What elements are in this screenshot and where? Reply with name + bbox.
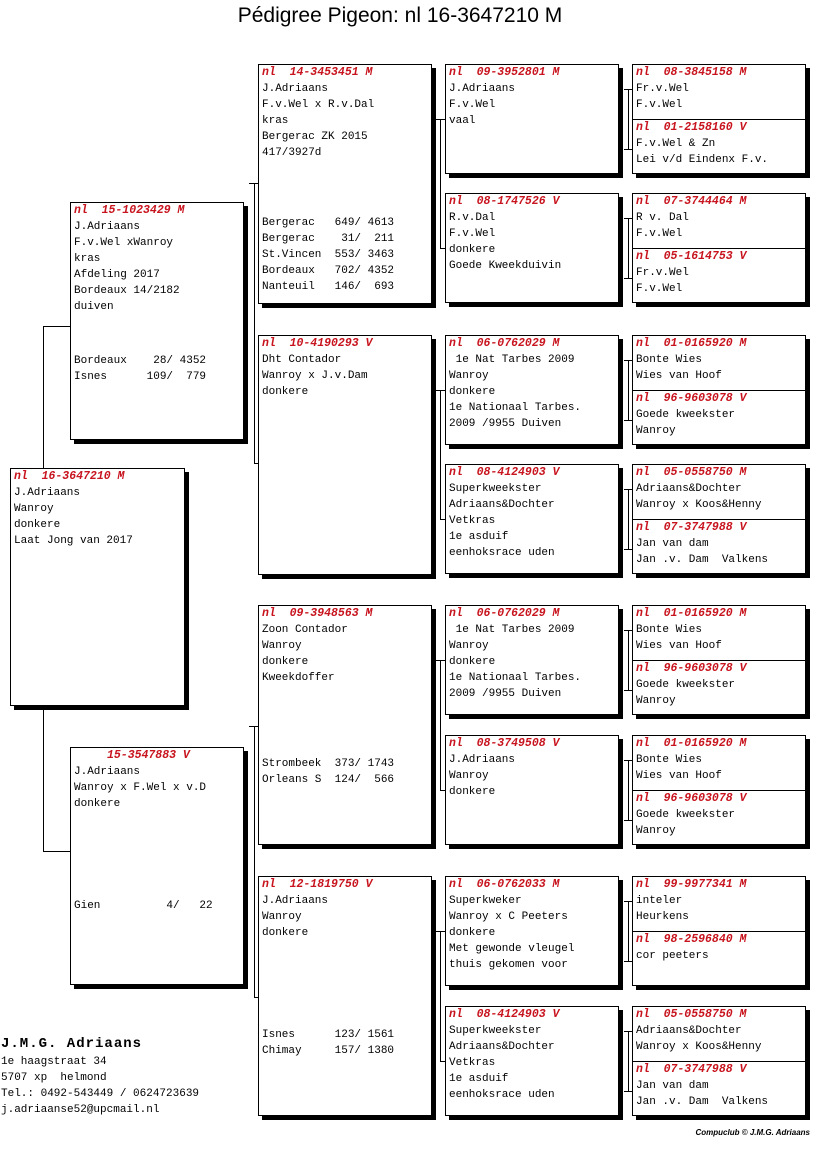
pigeon-info-line: Wanroy x C Peeters <box>449 911 568 923</box>
pigeon-info-line: thuis gekomen voor <box>449 959 568 971</box>
connector-line <box>43 851 70 852</box>
pigeon-info-line: kras <box>74 253 101 265</box>
connector-line <box>43 326 44 468</box>
race-result-line: Bergerac 31/ 211 <box>262 233 395 245</box>
ring-number: nl 08-4124903 V <box>449 466 560 479</box>
ring-number: nl 07-3747988 V <box>636 521 747 534</box>
pigeon-card-g2 <box>633 119 805 172</box>
pigeon-info-line: donkere <box>14 519 61 531</box>
connector-line <box>624 549 632 550</box>
race-result-line: Strombeek 373/ 1743 <box>262 758 395 770</box>
ring-number: nl 08-3845158 M <box>636 66 747 79</box>
pigeon-card-sire <box>70 202 244 440</box>
connector-line <box>624 420 632 421</box>
pigeon-info-line: Wies van Hoof <box>636 770 722 782</box>
connector-line <box>628 218 629 278</box>
pigeon-info-line: R.v.Dal <box>449 212 496 224</box>
connector-line <box>628 360 629 420</box>
connector-line <box>440 119 441 248</box>
pigeon-card-g15 <box>633 1007 805 1059</box>
pigeon-info-line: F.v.Wel xWanroy <box>74 237 174 249</box>
pigeon-info-line: Wanroy <box>14 503 54 515</box>
pigeon-info-line: Wies van Hoof <box>636 640 722 652</box>
ring-number: nl 06-0762029 M <box>449 337 560 350</box>
ring-number: nl 06-0762033 M <box>449 878 560 891</box>
pigeon-info-line: Met gewonde vleugel <box>449 943 575 955</box>
pigeon-info-line: Dht Contador <box>262 354 342 366</box>
pigeon-info-line: Bonte Wies <box>636 354 703 366</box>
pigeon-info-line: Goede Kweekduivin <box>449 260 562 272</box>
pigeon-info-line: Bonte Wies <box>636 624 703 636</box>
pigeon-info-line: J.Adriaans <box>14 487 81 499</box>
pigeon-info-line: cor peeters <box>636 950 709 962</box>
owner-block <box>1 1034 199 1118</box>
pigeon-info-line: donkere <box>74 798 121 810</box>
connector-line <box>628 489 629 549</box>
pigeon-card-g1 <box>633 65 805 117</box>
race-result-line: Orleans S 124/ 566 <box>262 774 395 786</box>
pigeon-info-line: J.Adriaans <box>262 895 329 907</box>
owner-address: 1e haagstraat 34 <box>1 1056 107 1068</box>
pigeon-card-dss <box>445 605 619 715</box>
pigeon-info-line: donkere <box>262 386 309 398</box>
pigeon-info-line: Adriaans&Dochter <box>636 1025 742 1037</box>
pigeon-info-line: Goede kweekster <box>636 679 736 691</box>
ring-number: nl 08-3749508 V <box>449 737 560 750</box>
pigeon-info-line: F.v.Wel <box>449 228 496 240</box>
pigeon-card-g6 <box>633 390 805 443</box>
pigeon-info-line: Vetkras <box>449 515 496 527</box>
ring-number: nl 01-0165920 M <box>636 337 747 350</box>
pigeon-card-g13 <box>633 877 805 929</box>
pigeon-info-line: donkere <box>449 927 496 939</box>
pigeon-pair-card <box>632 64 806 174</box>
connector-line <box>628 1031 629 1091</box>
connector-line <box>254 997 258 998</box>
pigeon-info-line: eenhoksrace uden <box>449 1089 555 1101</box>
race-result-line: Isnes 109/ 779 <box>74 371 207 383</box>
connector-line <box>249 726 258 727</box>
pigeon-info-line: 1e Nationaal Tarbes. <box>449 672 582 684</box>
pigeon-card-ds <box>258 605 432 845</box>
pigeon-card-sss <box>445 64 619 174</box>
pigeon-card-g4 <box>633 248 805 301</box>
pigeon-info-line: Adriaans&Dochter <box>636 483 742 495</box>
pigeon-card-g16 <box>633 1061 805 1114</box>
connector-line <box>436 931 445 932</box>
pigeon-info-line: Wanroy <box>262 640 302 652</box>
pigeon-card-g14 <box>633 931 805 984</box>
pigeon-info-line: J.Adriaans <box>262 83 329 95</box>
pigeon-card-ssd <box>445 193 619 303</box>
pigeon-info-line: Wanroy x Koos&Henny <box>636 1041 762 1053</box>
race-result-line: Bordeaux 702/ 4352 <box>262 265 395 277</box>
pigeon-card-g8 <box>633 519 805 572</box>
software-credit: Compuclub © J.M.G. Adriaans <box>695 1128 810 1137</box>
connector-line <box>440 390 441 519</box>
race-result-line: Nanteuil 146/ 693 <box>262 281 395 293</box>
pigeon-card-g12 <box>633 790 805 843</box>
connector-line <box>624 1091 632 1092</box>
pigeon-info-line: Wanroy x Koos&Henny <box>636 499 762 511</box>
pigeon-info-line: Bordeaux 14/2182 <box>74 285 180 297</box>
race-results <box>71 353 243 385</box>
ring-number: nl 05-1614753 V <box>636 250 747 263</box>
pigeon-info-line: Jan .v. Dam Valkens <box>636 554 769 566</box>
pigeon-info-line: Fr.v.Wel <box>636 83 689 95</box>
ring-number: nl 96-9603078 V <box>636 662 747 675</box>
race-results <box>259 215 431 295</box>
pigeon-card-ss <box>258 64 432 304</box>
pigeon-card-sdd <box>445 464 619 574</box>
pigeon-info-line: Wanroy <box>449 770 489 782</box>
ring-number: nl 07-3747988 V <box>636 1063 747 1076</box>
pigeon-info-line: Heurkens <box>636 911 689 923</box>
pigeon-info-line: Fr.v.Wel <box>636 267 689 279</box>
pigeon-info-line: Jan .v. Dam Valkens <box>636 1096 769 1108</box>
ring-number: nl 09-3952801 M <box>449 66 560 79</box>
race-results <box>259 1027 431 1059</box>
pigeon-info-line: 1e Nat Tarbes 2009 <box>449 354 575 366</box>
ring-number: nl 01-0165920 M <box>636 737 747 750</box>
ring-number: nl 98-2596840 M <box>636 933 747 946</box>
pigeon-card-g11 <box>633 736 805 788</box>
pigeon-info-line: Superkweker <box>449 895 522 907</box>
pigeon-pair-card <box>632 605 806 715</box>
pigeon-pair-card <box>632 876 806 986</box>
pigeon-info-line: Zoon Contador <box>262 624 348 636</box>
pigeon-info-line: F.v.Wel <box>636 99 683 111</box>
race-result-line: Bordeaux 28/ 4352 <box>74 355 207 367</box>
connector-line <box>440 790 445 791</box>
pigeon-info-line: Bonte Wies <box>636 754 703 766</box>
race-result-line: Gien 4/ 22 <box>74 900 213 912</box>
pigeon-info-line: Afdeling 2017 <box>74 269 160 281</box>
ring-number: nl 14-3453451 M <box>262 66 373 79</box>
ring-number: nl 16-3647210 M <box>14 470 125 483</box>
ring-number: nl 01-2158160 V <box>636 121 747 134</box>
page-title: Pédigree Pigeon: nl 16-3647210 M <box>237 4 563 27</box>
pigeon-pair-card <box>632 464 806 574</box>
pigeon-card-dsd <box>445 735 619 845</box>
connector-line <box>249 183 258 184</box>
pigeon-info-line: donkere <box>262 927 309 939</box>
race-result-line: St.Vincen 553/ 3463 <box>262 249 395 261</box>
pigeon-info-line: kras <box>262 115 289 127</box>
pigeon-info-line: J.Adriaans <box>74 221 141 233</box>
pigeon-info-line: Wanroy <box>636 825 676 837</box>
pigeon-card-sd <box>258 335 432 575</box>
pigeon-info-line: Adriaans&Dochter <box>449 499 555 511</box>
pigeon-info-line: Superkweekster <box>449 1025 542 1037</box>
owner-name: J.M.G. Adriaans <box>1 1036 143 1052</box>
connector-line <box>624 278 632 279</box>
pigeon-info-line: J.Adriaans <box>449 83 516 95</box>
pigeon-info-line: 1e Nat Tarbes 2009 <box>449 624 575 636</box>
pigeon-pair-card <box>632 193 806 303</box>
pigeon-info-line: eenhoksrace uden <box>449 547 555 559</box>
ring-number: nl 05-0558750 M <box>636 466 747 479</box>
ring-number: nl 96-9603078 V <box>636 792 747 805</box>
race-result-line: Bergerac 649/ 4613 <box>262 217 395 229</box>
pigeon-info-line: Wanroy x F.Wel x v.D <box>74 782 207 794</box>
pigeon-info-line: Jan van dam <box>636 538 709 550</box>
connector-line <box>436 119 445 120</box>
connector-line <box>43 326 70 327</box>
ring-number: nl 09-3948563 M <box>262 607 373 620</box>
connector-line <box>254 183 255 463</box>
pigeon-info-line: Vetkras <box>449 1057 496 1069</box>
pigeon-info-line: F.v.Wel <box>636 283 683 295</box>
connector-line <box>43 706 44 851</box>
race-results <box>259 756 431 788</box>
pigeon-info-line: 2009 /9955 Duiven <box>449 688 562 700</box>
pigeon-info-line: Wanroy <box>449 640 489 652</box>
pigeon-info-line: Wanroy <box>636 425 676 437</box>
pigeon-info-line: F.v.Wel <box>636 228 683 240</box>
pigeon-info-line: inteler <box>636 895 683 907</box>
owner-email: j.adriaanse52@upcmail.nl <box>1 1104 160 1116</box>
connector-line <box>440 660 441 790</box>
ring-number: nl 08-4124903 V <box>449 1008 560 1021</box>
ring-number: nl 01-0165920 M <box>636 607 747 620</box>
owner-city: 5707 xp helmond <box>1 1072 107 1084</box>
race-result-line: Chimay 157/ 1380 <box>262 1045 395 1057</box>
pigeon-info-line: donkere <box>449 244 496 256</box>
pigeon-info-line: Wanroy <box>262 911 302 923</box>
race-results <box>71 898 243 914</box>
connector-line <box>628 901 629 961</box>
pigeon-card-g7 <box>633 465 805 517</box>
pigeon-info-line: donkere <box>262 656 309 668</box>
pigeon-info-line: J.Adriaans <box>74 766 141 778</box>
owner-phone: Tel.: 0492-543449 / 0624723639 <box>1 1088 200 1100</box>
pigeon-info-line: 1e Nationaal Tarbes. <box>449 402 582 414</box>
ring-number: nl 05-0558750 M <box>636 1008 747 1021</box>
connector-line <box>628 630 629 690</box>
pigeon-info-line: Bergerac ZK 2015 <box>262 131 368 143</box>
pigeon-info-line: Adriaans&Dochter <box>449 1041 555 1053</box>
ring-number: nl 12-1819750 V <box>262 878 373 891</box>
pigeon-card-dam <box>70 747 244 985</box>
pigeon-pair-card <box>632 735 806 845</box>
pigeon-card-sds <box>445 335 619 445</box>
pigeon-card-g9 <box>633 606 805 658</box>
pigeon-card-subject <box>10 468 185 706</box>
pigeon-card-g3 <box>633 194 805 246</box>
ring-number: nl 06-0762029 M <box>449 607 560 620</box>
connector-line <box>628 760 629 820</box>
pigeon-pair-card <box>632 335 806 445</box>
connector-line <box>624 690 632 691</box>
pigeon-info-line: donkere <box>449 386 496 398</box>
pigeon-info-line: Jan van dam <box>636 1080 709 1092</box>
pigeon-info-line: Wanroy <box>449 370 489 382</box>
pigeon-pair-card <box>632 1006 806 1116</box>
pigeon-card-ddd <box>445 1006 619 1116</box>
connector-line <box>436 660 445 661</box>
pigeon-info-line: Wanroy <box>636 695 676 707</box>
pigeon-info-line: 1e asduif <box>449 1073 509 1085</box>
connector-line <box>440 931 441 1061</box>
ring-number: nl 99-9977341 M <box>636 878 747 891</box>
ring-number: nl 07-3744464 M <box>636 195 747 208</box>
pigeon-info-line: 2009 /9955 Duiven <box>449 418 562 430</box>
connector-line <box>624 820 632 821</box>
ring-number: 15-3547883 V <box>107 749 190 762</box>
ring-number: nl 10-4190293 V <box>262 337 373 350</box>
pigeon-info-line: Wies van Hoof <box>636 370 722 382</box>
ring-number: nl 96-9603078 V <box>636 392 747 405</box>
connector-line <box>254 726 255 997</box>
pigeon-info-line: Goede kweekster <box>636 809 736 821</box>
pigeon-info-line: Superkweekster <box>449 483 542 495</box>
pigeon-card-g10 <box>633 660 805 713</box>
pigeon-card-dd <box>258 876 432 1116</box>
pigeon-info-line: Lei v/d Eindenx F.v. <box>636 154 769 166</box>
pigeon-info-line: Kweekdoffer <box>262 672 335 684</box>
pigeon-info-line: vaal <box>449 115 476 127</box>
race-result-line: Isnes 123/ 1561 <box>262 1029 395 1041</box>
connector-line <box>440 1061 445 1062</box>
ring-number: nl 08-1747526 V <box>449 195 560 208</box>
connector-line <box>254 463 258 464</box>
pigeon-info-line: donkere <box>449 656 496 668</box>
connector-line <box>628 89 629 149</box>
pigeon-card-g5 <box>633 336 805 388</box>
pigeon-info-line: F.v.Wel x R.v.Dal <box>262 99 375 111</box>
connector-line <box>440 519 445 520</box>
connector-line <box>624 149 632 150</box>
pigeon-info-line: 1e asduif <box>449 531 509 543</box>
pigeon-info-line: Goede kweekster <box>636 409 736 421</box>
pigeon-info-line: duiven <box>74 301 114 313</box>
pigeon-info-line: J.Adriaans <box>449 754 516 766</box>
pigeon-info-line: 417/3927d <box>262 147 322 159</box>
ring-number: nl 15-1023429 M <box>74 204 185 217</box>
pigeon-info-line: Laat Jong van 2017 <box>14 535 133 547</box>
pigeon-info-line: F.v.Wel & Zn <box>636 138 716 150</box>
pigeon-info-line: R v. Dal <box>636 212 689 224</box>
pigeon-info-line: donkere <box>449 786 496 798</box>
pigeon-info-line: Wanroy x J.v.Dam <box>262 370 368 382</box>
connector-line <box>624 961 632 962</box>
connector-line <box>436 390 445 391</box>
pigeon-info-line: F.v.Wel <box>449 99 496 111</box>
connector-line <box>440 248 445 249</box>
pigeon-card-dds <box>445 876 619 986</box>
